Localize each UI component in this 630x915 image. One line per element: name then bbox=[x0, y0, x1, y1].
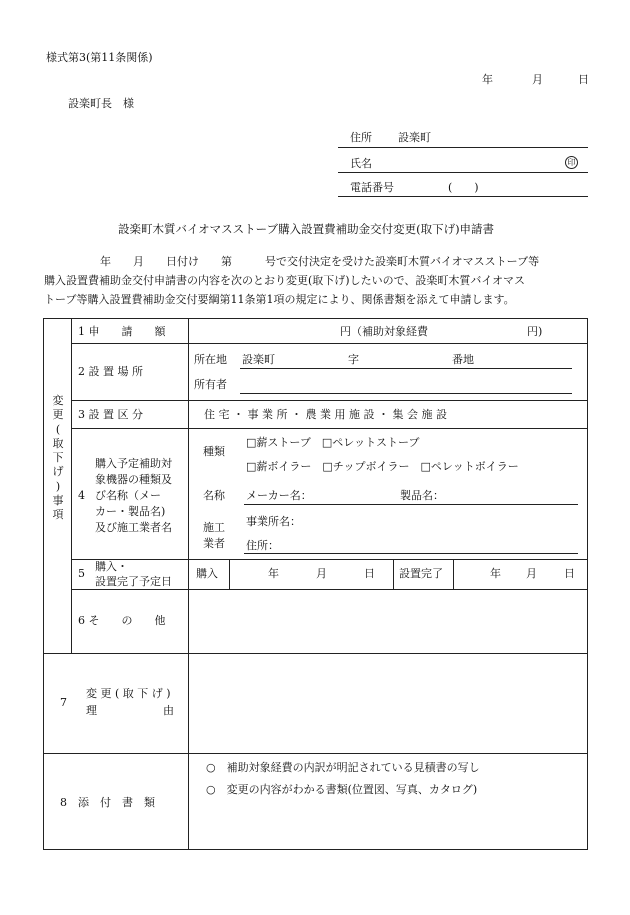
row1-amount: 円（補助対象経費 円) bbox=[340, 325, 543, 338]
row-divider-5 bbox=[71, 589, 588, 590]
row5-divider-a bbox=[229, 559, 230, 589]
address-value: 設楽町 bbox=[398, 131, 431, 144]
side-column-divider bbox=[71, 318, 72, 653]
completion-year: 年 bbox=[490, 567, 501, 580]
row3-label: 3 設 置 区 分 bbox=[78, 408, 143, 421]
row-divider-7 bbox=[43, 753, 588, 754]
location-aza: 字 bbox=[348, 353, 359, 366]
attachment-item-1: ○ 補助対象経費の内訳が明記されている見積書の写し bbox=[206, 761, 480, 774]
attachment-item-2: ○ 変更の内容がわかる書類(位置図、写真、カタログ) bbox=[206, 783, 478, 796]
phone-label: 電話番号 bbox=[350, 181, 394, 194]
location-label: 所在地 bbox=[194, 353, 227, 366]
row7-label-line-1: 変 更 ( 取 下 げ ) bbox=[86, 687, 171, 700]
address-underline bbox=[338, 147, 588, 148]
installation-category: 住 宅 ・ 事 業 所 ・ 農 業 用 施 設 ・ 集 会 施 設 bbox=[204, 408, 447, 421]
row4-number: 4 bbox=[78, 489, 85, 502]
body-line-1: 年 月 日付け 第 号で交付決定を受けた設楽町木質バイオマスストーブ等 bbox=[100, 255, 540, 268]
row1-label: 1 申 請 額 bbox=[78, 325, 166, 338]
seal-mark: 印 bbox=[565, 156, 578, 169]
date-month: 月 bbox=[532, 73, 543, 86]
equipment-type-line-2[interactable]: □薪ボイラー □チップボイラー □ペレットボイラー bbox=[246, 460, 519, 473]
row-divider-3 bbox=[71, 428, 588, 429]
office-label: 事業所名： bbox=[246, 515, 301, 528]
name-label: 氏名 bbox=[350, 157, 372, 170]
owner-underline bbox=[240, 393, 572, 394]
purchase-year: 年 bbox=[268, 567, 279, 580]
row6-label: 6 そ の 他 bbox=[78, 614, 166, 627]
contractor-label-1: 施工 bbox=[203, 521, 225, 534]
body-line-2: 購入設置費補助金交付申請書の内容を次のとおり変更(取下げ)したいので、設楽町木質バイオマス bbox=[44, 274, 526, 287]
label-column-divider bbox=[188, 318, 189, 850]
row5-number: 5 bbox=[78, 567, 85, 580]
addressee: 設楽町長 様 bbox=[68, 97, 134, 110]
body-line-3: トーブ等購入設置費補助金交付要綱第11条第1項の規定により、関係書類を添えて申請します。 bbox=[44, 293, 515, 306]
change-items-side-label: 変 更 ( 取 下 げ ) 事 項 bbox=[52, 394, 64, 522]
completion-day: 日 bbox=[564, 567, 575, 580]
equipment-name-label: 名称 bbox=[203, 489, 225, 502]
row-divider-2 bbox=[71, 400, 588, 401]
row5-divider-b bbox=[393, 559, 394, 589]
row5-label-line-1: 購入・ bbox=[95, 560, 128, 573]
purchase-day: 日 bbox=[364, 567, 375, 580]
maker-label: メーカー名： bbox=[246, 489, 312, 502]
document-title: 設楽町木質バイオマスストーブ購入設置費補助金交付変更(取下げ)申請書 bbox=[118, 222, 495, 236]
row4-label: 購入予定補助対 象機器の種類及 び名称（メー カー・製品名) 及び施工業者名 bbox=[95, 457, 172, 534]
phone-underline bbox=[338, 196, 588, 197]
location-value: 設楽町 bbox=[242, 353, 275, 366]
row-divider-6 bbox=[43, 653, 588, 654]
row7-number: 7 bbox=[60, 696, 67, 709]
location-banchi: 番地 bbox=[452, 353, 474, 366]
phone-paren: ( ) bbox=[448, 181, 479, 194]
name-row-underline bbox=[244, 504, 578, 505]
row-divider-1 bbox=[71, 343, 588, 344]
completion-month: 月 bbox=[526, 567, 537, 580]
date-day: 日 bbox=[578, 73, 589, 86]
name-underline bbox=[338, 172, 588, 173]
row8-label: 8 添 付 書 類 bbox=[60, 796, 155, 809]
product-label: 製品名： bbox=[400, 489, 444, 502]
row5-label-line-2: 設置完了予定日 bbox=[95, 575, 172, 588]
date-year: 年 bbox=[482, 73, 493, 86]
row7-label-line-2: 理 由 bbox=[86, 704, 174, 717]
row-divider-4 bbox=[71, 559, 588, 560]
location-underline bbox=[240, 368, 572, 369]
completion-label: 設置完了 bbox=[399, 567, 443, 580]
contractor-address-label: 住所： bbox=[246, 539, 279, 552]
row5-divider-c bbox=[453, 559, 454, 589]
purchase-month: 月 bbox=[316, 567, 327, 580]
contractor-label-2: 業者 bbox=[203, 537, 225, 550]
address-label: 住所 bbox=[350, 131, 372, 144]
equipment-type-line-1[interactable]: □薪ストーブ □ペレットストーブ bbox=[246, 436, 420, 449]
row2-label: 2 設 置 場 所 bbox=[78, 365, 143, 378]
contractor-address-underline bbox=[244, 553, 578, 554]
owner-label: 所有者 bbox=[194, 378, 227, 391]
form-number: 様式第3(第11条関係) bbox=[46, 51, 153, 64]
equipment-type-label: 種類 bbox=[203, 445, 225, 458]
purchase-label: 購入 bbox=[196, 567, 218, 580]
